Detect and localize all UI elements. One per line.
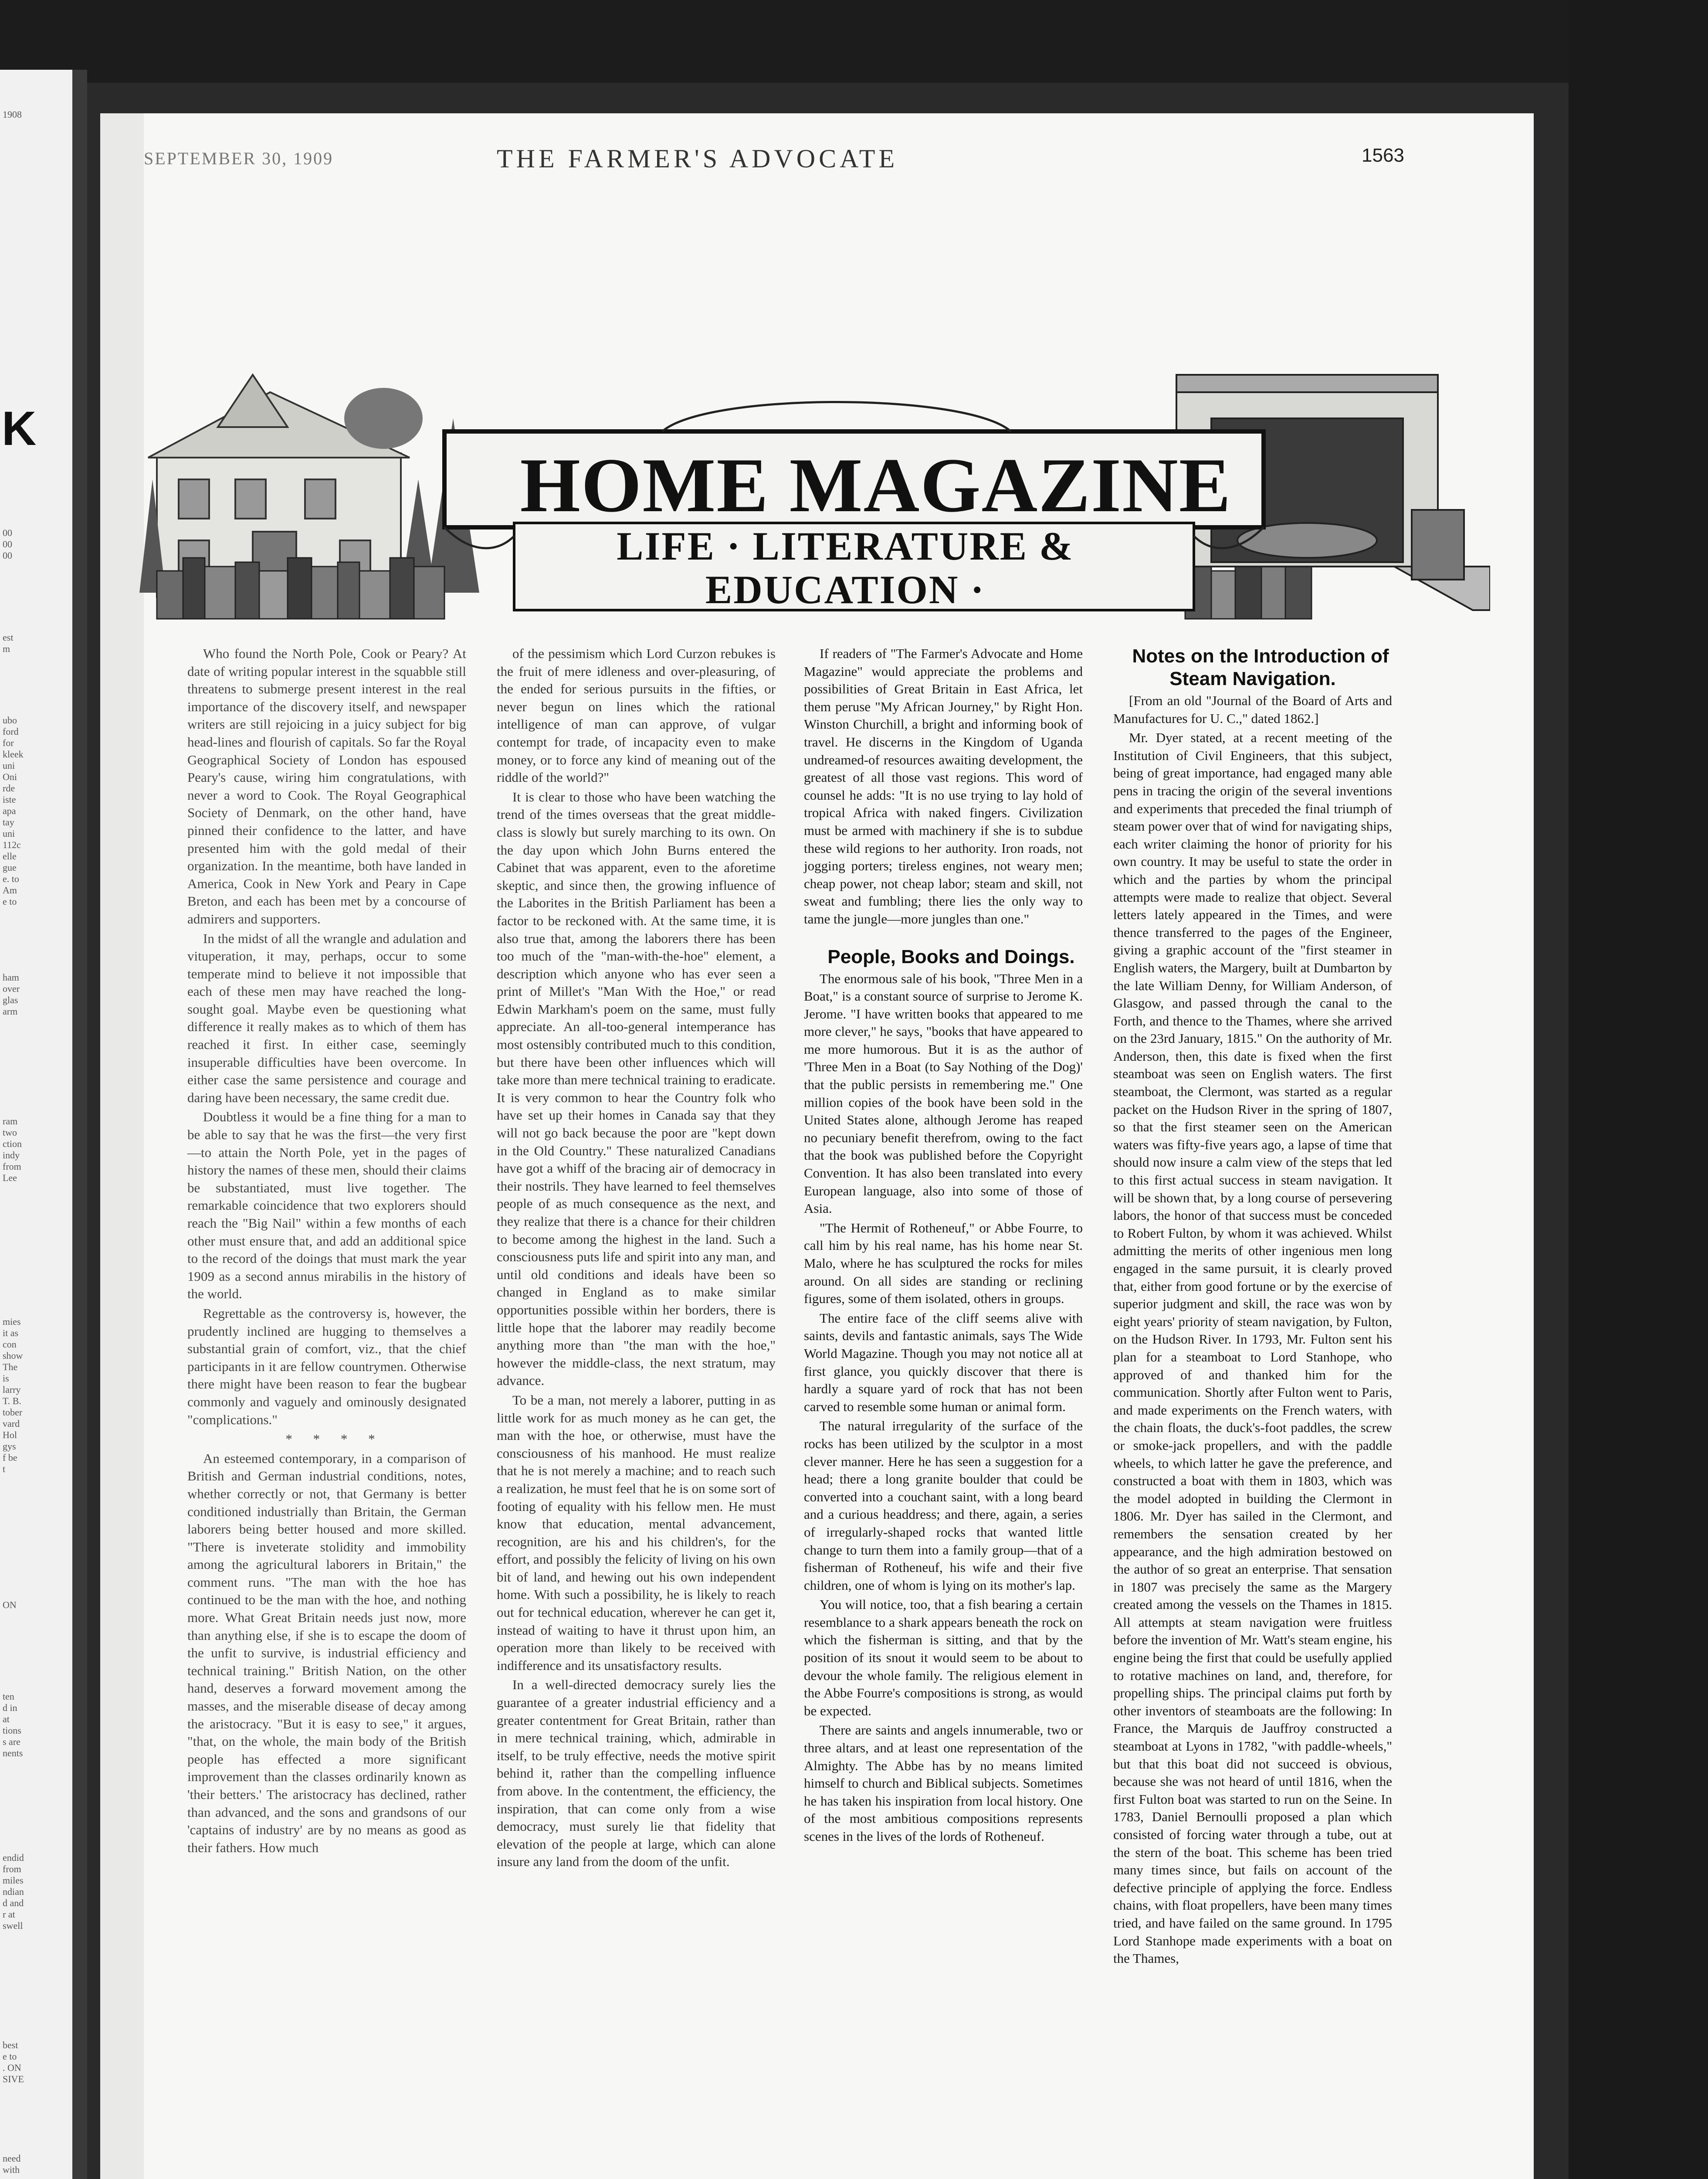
- paragraph: The natural irregularity of the surface of the rocks has been utilized by the sculptor in a most clever manner. Here he has seen a suggestion for a head; there a long granite boulder that could be converted into a couchant saint, with a long beard and a curious headdress; and there, again, a series of irregularly-shaped rocks that wanted little change to turn them into a family group—that of a fisherman of Rotheneuf, his wife and their five children, one of whom is lying on its mother's lap.: [804, 1418, 1083, 1593]
- paragraph: To be a man, not merely a laborer, putting in as little work for as much money as he can get, the man with the hoe, or otherwise, must have the consciousness of his manhood. He must realize that he is not merely a machine; and to reach such a realization, he must feel that he is on some sort of footing of equality with his fellow men. He must know that education, mental advancement, recognition, are his and his children's, for the effort, and possibly the felicity of living on his own bit of land, and hewing out his own independent home. With such a possibility, he is likely to reach out for technical education, wherever he can get it, instead of waiting to have it thrust upon him, an operation more than likely to be received with indifference and its unsatisfactory results.: [497, 1392, 776, 1673]
- left-page-fragment: [0, 70, 87, 2179]
- left-page-fragment-text: ham over glas arm: [3, 972, 20, 1017]
- left-page-fragment-text: need with: [3, 2153, 21, 2175]
- paragraph: of the pessimism which Lord Curzon rebukes is the fruit of mere idleness and over-pleasuring, of the ended for serious pursuits in the fifties, or never begun on lines which the rational intelligence of man can approve, of vulgar contempt for trade, of incapacity even to make money, or to force any kind of meaning out of the riddle of the world?": [497, 646, 776, 785]
- banner-subtitle-line1: LIFE · LITERATURE &: [617, 524, 1074, 568]
- scan-top-edge: [0, 0, 1708, 83]
- paragraph: Doubtless it would be a fine thing for a man to be able to say that he was the first—the very first—to attain the North Pole, yet in the pages of history the names of these men, should their claims be substantiated, must live together. The remarkable coincidence that two explorers should reach the "Big Nail" within a few months of each other must ensure that, and add an additional spice to the record of the doings that must mark the year 1909 as a second annus mirabilis in the history of the world.: [187, 1109, 466, 1302]
- banner-title: HOME MAGAZINE: [520, 442, 1232, 528]
- paragraph: Mr. Dyer stated, at a recent meeting of the Institution of Civil Engineers, that this subject, being of great importance, had engaged many able pens in tracing the origin of the several inventions and experiments that preceded the final triumph of steam power over that of wind for navigating ships, each writer claiming the honor of priority for his own country. It may be useful to state the order in which and the parties by whom the principal attempts were made to realize that object. Several letters lately appeared in the Times, and were thence transferred to the pages of the Engineer, giving a graphic account of the "first steamer in English waters, the Margery, built at Dumbarton by the late William Denny, for William Anderson, of Glasgow, and passed through the canal to the Forth, and thence to the Thames, where she arrived on the 23rd January, 1815." On the authority of Mr. Anderson, then, this date is fixed when the first steamboat was seen on English waters. The first steamboat, the Clermont, was started as a regular packet on the Hudson River in the spring of 1807, so that the first steamer seen on the American waters was fifty-five years ago, a lapse of time that should now insure a calm view of the steps that led to this first actual success in steam navigation. It will be shown that, by a long course of persevering labors, the honor of that success must be conceded to Robert Fulton, by whom it was achieved. Whilst admitting the merits of other ingenious men long engaged in the same pursuit, it is clearly proved that, either from good fortune or by the exercise of superior judgment and skill, the race was won by eight years' priority of steam navigation, by Fulton, on the Hudson River. In 1793, Mr. Fulton sent his plan for a steamboat to Lord Stanhope, who approved of and thanked him for the communication. Shortly after Fulton went to Paris, and made experiments on the French waters, with the chain floats, the duck's-foot paddles, the screw or smoke-jack propellers, and with the paddle wheels, to which latter he gave the preference, and constructed a boat with them in 1803, which was the model adopted in building the Clermont in 1806. Mr. Dyer has sailed in the Clermont, and remembers the sensation created by her appearance, and the high admiration bestowed on the author of so great an enterprise. That sensation in 1807 was precisely the same as the Margery created among the vessels on the Thames in 1815. All attempts at steam navigation were fruitless before the invention of Mr. Watt's steam engine, his engine being the first that could be usefully applied to rotative machines on land, and, therefore, for propelling ships. The principal claims put forth by other inventors of steamboats are the following: In France, the Marquis de Jauffroy constructed a steamboat at Lyons in 1782, "with paddle-wheels," but that this boat did not succeed is obvious, because she was not heard of until 1816, when the first Fulton boat was started to run on the Seine. In 1783, Daniel Bernoulli proposed a plan which consisted of forcing water through a tube, out at the stern of the boat. This scheme has been tried many times since, but fails on account of the defective principle of applying the force. Endless chains, with float propellers, have been many times tried, and have failed on the same ground. In 1795 Lord Stanhope made experiments with a boat on the Thames,: [1113, 730, 1392, 1966]
- left-page-fragment-text: best e to . ON SIVE: [3, 2040, 24, 2084]
- article-column-1: [187, 645, 466, 1858]
- left-page-fragment-text: ubo ford for kleek uni Oni rde iste apa tay uni 112c elle gue e. to Am e to: [3, 715, 24, 907]
- left-page-fragment-text: ten d in at tions s are nents: [3, 1691, 23, 1758]
- left-page-fragment-text: ON: [3, 1599, 17, 1610]
- left-page-fragment-text: 00 00 00: [3, 527, 12, 561]
- left-page-year: 1908: [3, 109, 22, 120]
- left-page-big-letter: K: [2, 402, 37, 455]
- page-edge-shadow: [100, 113, 144, 2179]
- scan-right-edge: [1569, 0, 1708, 2179]
- page-gutter: [72, 70, 87, 2179]
- paragraph: An esteemed contemporary, in a comparison of British and German industrial conditions, notes, whether correctly or not, that Germany is better conditioned industrially than Britain, the German laborers being better housed and more skilled. "There is inveterate stolidity and immobility among the agricultural laborers in Britain," the comment runs. "The man with the hoe has continued to be the man with the hoe, and nothing more. What Great Britain needs just now, more than anything else, if she is to escape the doom of the unfit to survive, is industrial efficiency and technical training." British Nation, on the other hand, deserves a forward movement among the masses, and the miserable disease of decay among the aristocracy. "But it is easy to see," it argues, "that, on the whole, the main body of the British people has effected a more significant improvement than the classes ordinarily known as 'their betters.' The aristocracy has declined, rather than advanced, and the sons and grandsons of our 'captains of industry' are by no means as good as their fathers. How much: [187, 1450, 466, 1855]
- left-page-fragment-text: ram two ction indy from Lee: [3, 1116, 22, 1183]
- paragraph: Regrettable as the controversy is, however, the prudently inclined are hugging to themselves a substantial grain of comfort, viz., that the chief participants in it are fellow countrymen. Otherwise there might have been reason to fear the bugbear commonly and vaguely and ominously designated "complications.": [187, 1305, 466, 1427]
- left-page-fragment-text: endid from miles ndian d and r at swell: [3, 1852, 24, 1931]
- left-page-fragment-text: mies it as con show The is larry T. B. tober vard Hol gys f be t: [3, 1316, 23, 1474]
- header-date: SEPTEMBER 30, 1909: [144, 149, 334, 168]
- article-column-2: [497, 645, 776, 1873]
- header-title: THE FARMER'S ADVOCATE: [497, 144, 898, 173]
- page-header: [44, 144, 1525, 179]
- paragraph: There are saints and angels innumerable, two or three altars, and at least one representation of the Almighty. The Abbe has by no means limited himself to church and Biblical subjects. Sometimes he has taken his inspiration from local history. One of the most ambitious compositions represents scenes in the lives of the lords of Rotheneuf.: [804, 1722, 1083, 1844]
- paragraph: If readers of "The Farmer's Advocate and Home Magazine" would appreciate the problems and possibilities of Great Britain in East Africa, let them peruse "My African Journey," by Right Hon. Winston Churchill, a bright and informing book of travel. He discerns in the Kingdom of Uganda undreamed-of resources awaiting development, the greatest of all those vast regions. This word of counsel he adds: "It is no use trying to lay hold of tropical Africa with naked fingers. Civilization must be armed with machinery if she is to subdue these wild regions to her authority. Iron roads, not jogging porters; tireless engines, not weary men; cheap power, not cheap labor; steam and skill, not sweat and fumbling; there lies the only way to tame the jungle—more jungles than one.": [804, 646, 1083, 927]
- paragraph: Who found the North Pole, Cook or Peary? At date of writing popular interest in the squabble still threatens to submerge present interest in the real importance of the discovery itself, and newspaper writers are still rejoicing in a juicy subject for big head-lines and flourish of capitals. So far the Royal Geographical Society of London has espoused Peary's cause, wiring him congratulations, with never a word to Cook. The Royal Geographical Society of Denmark, on the other hand, have pinned their confidence to the latter, and have presented him with the gold medal of their organization. In the meantime, both have landed in America, Cook in New York and Peary in Cape Breton, and each has been met by a concourse of admirers and supporters.: [187, 646, 466, 927]
- home-magazine-banner: [139, 366, 1490, 623]
- article-source-note: [From an old "Journal of the Board of Arts and Manufactures for U. C.," dated 1862.]: [1113, 693, 1392, 726]
- left-page-fragment-text: est m: [3, 632, 14, 654]
- paragraph: In a well-directed democracy surely lies the guarantee of a greater industrial efficiency and a greater contentment for Great Britain, rather than in mere technical training, which, admirable in itself, to be truly effective, needs the motive spirit behind it, rather than the compelling influence from above. In the contentment, the efficiency, the inspiration, that can come only from a wise democracy, must surely lie that fidelity that elevation of the people at large, which can alone insure any land from the doom of the unfit.: [497, 1677, 776, 1870]
- section-divider-stars: * * * *: [285, 1431, 384, 1447]
- section-heading: People, Books and Doings.: [827, 946, 1075, 967]
- paragraph: It is clear to those who have been watching the trend of the times overseas that the great middle-class is slowly but surely marching to its own. On the day upon which John Burns entered the Cabinet that was apparent, even to the aforetime skeptic, and since then, the growing influence of the Laborites in the British Parliament has been a factor to be reckoned with. At the same time, it is also true that, among the laborers there has been too much of the "man-with-the-hoe" element, a description which anyone who has ever seen a print of Millet's "Man With the Hoe," or read Edwin Markham's poem on the same, must fully appreciate. An all-too-general intemperance has most ostensibly contributed much to this condition, but there have been other influences which will take more than mere technical training to eradicate. It is very common to hear the Country folk who have set up their homes in Canada say that they will not go back because the poor are "kept down in the Old Country." These naturalized Canadians have got a whiff of the bracing air of democracy in their nostrils. They have learned to feel themselves people of as much consequence as the next, and they realize that there is a chance for their children to become among the highest in the land. Such a consciousness puts life and spirit into any man, and until old conditions and ideals have been so changed in England as to make similar opportunities possible within her borders, there is little hope that the laborer may readily become anything more than "the man with the hoe," however the middle-class, the next stratum, may advance.: [497, 789, 776, 1388]
- article-column-3: [804, 645, 1083, 1847]
- paragraph: In the midst of all the wrangle and adulation and vituperation, it may, perhaps, occur to some temperate mind to believe it not impossible that each of these men may have reached the long-sought goal. Maybe even be questioning what difference it really makes as to which of them has reached it first. In either case, seemingly insuperable difficulties have been overcome. In either case the same persistence and courage and daring have been necessary, the same credit due.: [187, 930, 466, 1105]
- banner-subtitle-line2: EDUCATION ·: [705, 567, 986, 612]
- paragraph: You will notice, too, that a fish bearing a certain resemblance to a shark appears beneath the rock on which the fisherman is sitting, and that by the position of its snout it would seem to be about to devour the whole family. The religious element in the Abbe Fourre's compositions is strong, as would be expected.: [804, 1597, 1083, 1718]
- paragraph: The entire face of the cliff seems alive with saints, devils and fantastic animals, says The Wide World Magazine. Though you may not notice all at first glance, you quickly discover that there is hardly a square yard of rock that has not been carved to resemble some human or animal form.: [804, 1310, 1083, 1414]
- paragraph: "The Hermit of Rotheneuf," or Abbe Fourre, to call him by his real name, has his home near St. Malo, where he has sculptured the rocks for miles around. On all sides are standing or reclining figures, some of them isolated, others in groups.: [804, 1220, 1083, 1307]
- paragraph: The enormous sale of his book, "Three Men in a Boat," is a constant source of surprise to Jerome K. Jerome. "I have written books that appeared to me more clever," he says, "books that have appeared to me more humorous. But it is as the author of 'Three Men in a Boat (to Say Nothing of the Dog)' that the public persists in remembering me." One million copies of the book have been sold in the United States alone, although Jerome has reaped no pecuniary benefit therefrom, owing to the fact that the book was published before the Copyright Convention. It has also been translated into every European language, also into some of those of Asia.: [804, 971, 1083, 1216]
- header-page-number: 1563: [1362, 145, 1404, 166]
- article-column-4: [1113, 645, 1392, 1969]
- section-heading: Notes on the Introduction of Steam Navigation.: [1132, 645, 1389, 689]
